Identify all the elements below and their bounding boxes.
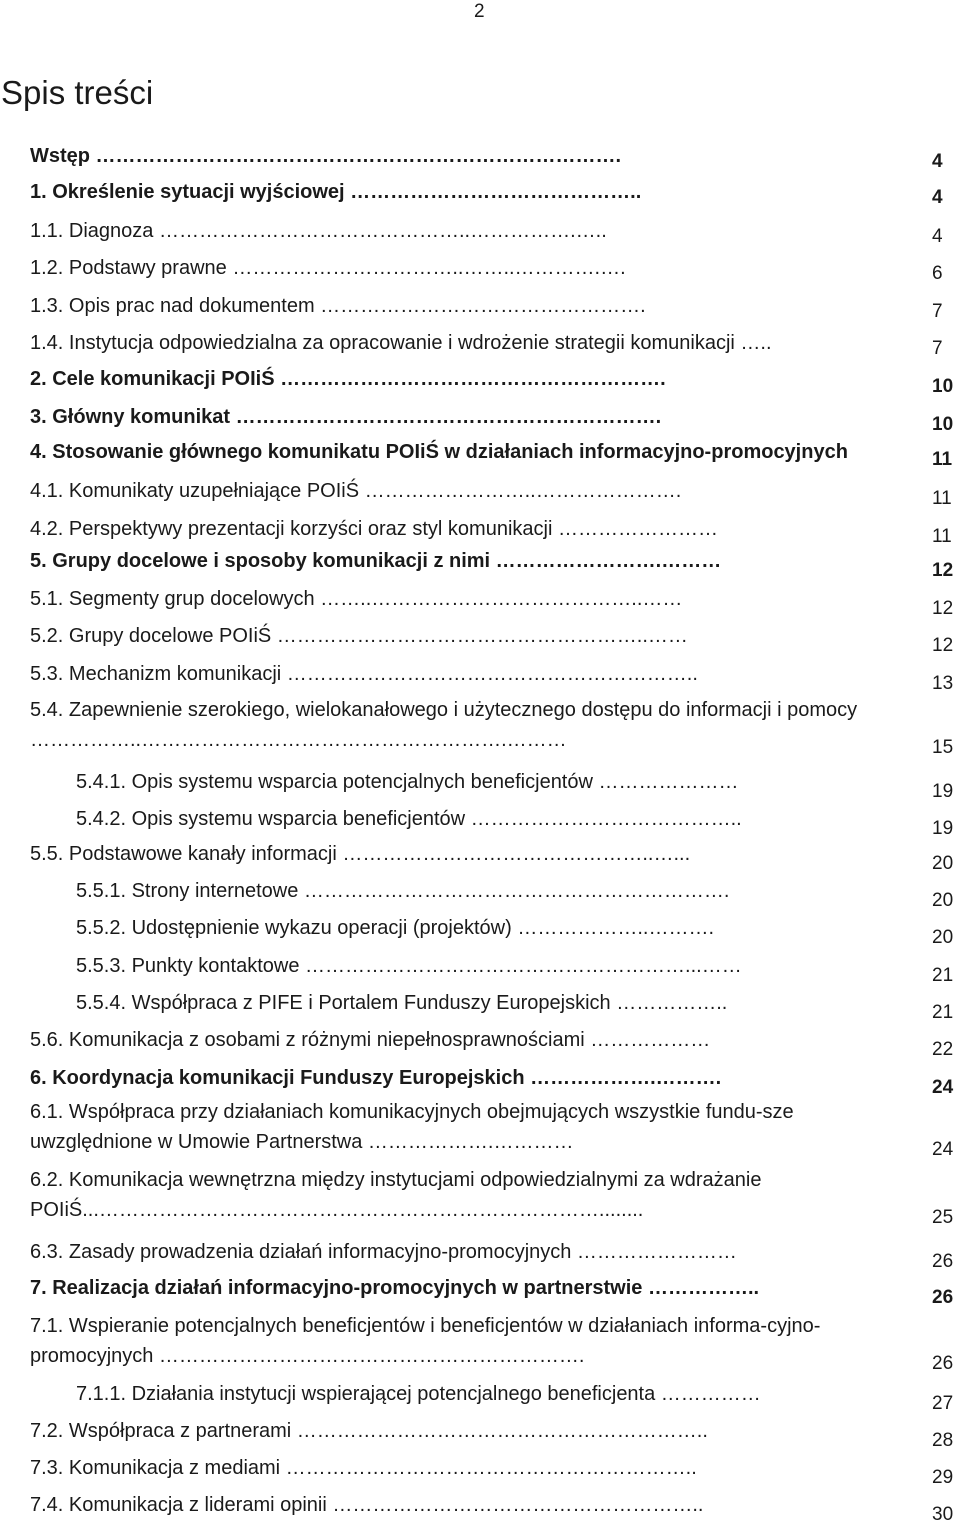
toc-entry-title: 5.2. Grupy docelowe POIiŚ ………………………………………………..…… bbox=[30, 625, 688, 647]
toc-entry-title: 4. Stosowanie głównego komunikatu POIiŚ w działaniach informacyjno-promocyjnych bbox=[30, 441, 848, 463]
toc-entry-page: 19 bbox=[932, 781, 954, 802]
toc-entry-page: 4 bbox=[932, 187, 943, 208]
toc-entry-page: 10 bbox=[932, 376, 954, 397]
toc-entry-page: 12 bbox=[932, 560, 954, 581]
toc-entry-title: 5.6. Komunikacja z osobami z różnymi niepełnosprawnościami ……………… bbox=[30, 1029, 711, 1051]
toc-entry-page: 25 bbox=[932, 1207, 954, 1228]
toc-entry-title: 5.4. Zapewnienie szerokiego, wielokanałowego i użytecznego dostępu do informacji i pomocy ……………..……………………………………………….……… bbox=[30, 699, 858, 751]
toc-entry-title: 6.3. Zasady prowadzenia działań informacyjno-promocyjnych …………………… bbox=[30, 1241, 737, 1263]
toc-entry-page: 11 bbox=[932, 449, 953, 470]
toc-entry-page: 4 bbox=[932, 226, 943, 247]
toc-entry-title: 4.1. Komunikaty uzupełniające POIiŚ ……………………..…………………. bbox=[30, 480, 682, 502]
toc-entry-title: 2. Cele komunikacji POIiŚ …………………………………………………. bbox=[30, 368, 666, 390]
toc-entry-title: 7.2. Współpraca z partnerami …………………………………………………….. bbox=[30, 1420, 708, 1442]
toc-entry-title: 6.1. Współpraca przy działaniach komunikacyjnych obejmujących wszystkie fundu-sze uwzględnione w Umowie Partnerstwa ……………….………… bbox=[30, 1101, 794, 1153]
toc-entry-page: 26 bbox=[932, 1287, 954, 1308]
toc-entry-title: 5.1. Segmenty grup docelowych ……..…………………………………..…… bbox=[30, 588, 683, 610]
toc-entry-title: 5.5.1. Strony internetowe ………………………………………………………. bbox=[76, 880, 730, 902]
toc-entry-title: 1.3. Opis prac nad dokumentem …………………………………………. bbox=[30, 295, 646, 317]
toc-entry-title: Wstęp ……………………………………………………………………. bbox=[30, 145, 622, 167]
toc-entry-title: 5.4.1. Opis systemu wsparcia potencjalnych beneficjentów ………………… bbox=[76, 771, 739, 793]
toc-entry-title: 6.2. Komunikacja wewnętrzna między instytucjami odpowiedzialnymi za wdrażanie POIiŚ...…………………………………………………………………........ bbox=[30, 1169, 762, 1221]
toc-entry-title: 5.5.4. Współpraca z PIFE i Portalem Funduszy Europejskich …………….. bbox=[76, 992, 728, 1014]
toc-entry-page: 24 bbox=[932, 1077, 954, 1098]
toc-entry-title: 7.1.1. Działania instytucji wspierającej potencjalnego beneficjenta …………… bbox=[76, 1383, 761, 1405]
toc-entry-page: 21 bbox=[932, 965, 954, 986]
toc-entry-title: 5.5. Podstawowe kanały informacji ………………………………………..…... bbox=[30, 843, 691, 865]
toc-entry-page: 20 bbox=[932, 853, 954, 874]
toc-entry-page: 12 bbox=[932, 598, 954, 619]
toc-entry-title: 5.5.3. Punkty kontaktowe …………………………………………………...…… bbox=[76, 955, 742, 977]
toc-entry-title: 5.5.2. Udostępnienie wykazu operacji (projektów) ………………..………. bbox=[76, 917, 715, 939]
toc-entry-title: 6. Koordynacja komunikacji Funduszy Europejskich ……………….………. bbox=[30, 1067, 722, 1089]
toc-entry-page: 20 bbox=[932, 927, 954, 948]
toc-entry-page: 20 bbox=[932, 890, 954, 911]
toc-entry-page: 4 bbox=[932, 151, 943, 172]
toc-entry-page: 27 bbox=[932, 1393, 954, 1414]
toc-entry-page: 28 bbox=[932, 1430, 954, 1451]
toc-entry-title: 3. Główny komunikat ………………………………………………………. bbox=[30, 406, 662, 428]
toc-entry-title: 7. Realizacja działań informacyjno-promocyjnych w partnerstwie …………….. bbox=[30, 1277, 760, 1299]
toc-entry-title: 4.2. Perspektywy prezentacji korzyści oraz styl komunikacji …………………… bbox=[30, 518, 718, 540]
toc-entry-title: 1. Określenie sytuacji wyjściowej …………………………………….. bbox=[30, 181, 642, 203]
toc-entry-page: 7 bbox=[932, 338, 943, 359]
toc-entry-page: 30 bbox=[932, 1504, 954, 1525]
toc-entry-page: 13 bbox=[932, 673, 954, 694]
toc-entry-title: 5.3. Mechanizm komunikacji …………………………………………………….. bbox=[30, 663, 698, 685]
toc-entry-page: 12 bbox=[932, 635, 954, 656]
toc-entry-page: 10 bbox=[932, 414, 954, 435]
toc-entry-title: 7.4. Komunikacja z liderami opinii ……………………………………………….. bbox=[30, 1494, 704, 1516]
page-title: Spis treści bbox=[1, 74, 154, 111]
toc-entry-page: 29 bbox=[932, 1467, 954, 1488]
toc-entry-page: 26 bbox=[932, 1251, 954, 1272]
toc-entry-page: 19 bbox=[932, 818, 954, 839]
toc-entry-page: 24 bbox=[932, 1139, 954, 1160]
toc-entry-page: 7 bbox=[932, 301, 943, 322]
toc-entry-page: 11 bbox=[932, 526, 952, 547]
toc-entry-page: 11 bbox=[932, 488, 952, 509]
toc-entry-title: 5.4.2. Opis systemu wsparcia beneficjentów ………………………………….. bbox=[76, 808, 742, 830]
toc-entry-title: 1.4. Instytucja odpowiedzialna za opracowanie i wdrożenie strategii komunikacji ….. bbox=[30, 332, 772, 354]
toc-entry-title: 7.1. Wspieranie potencjalnych beneficjentów i beneficjentów w działaniach informa-cyjno-promocyjnych ………………………………………………………. bbox=[30, 1315, 821, 1367]
page-number: 2 bbox=[474, 1, 485, 22]
toc-entry-page: 26 bbox=[932, 1353, 954, 1374]
toc-entry-title: 1.1. Diagnoza ………………………………………..…………….….. bbox=[30, 220, 607, 242]
toc-entry-page: 21 bbox=[932, 1002, 954, 1023]
toc-entry-title: 5. Grupy docelowe i sposoby komunikacji z nimi …………………….……… bbox=[30, 550, 722, 572]
toc-entry-title: 7.3. Komunikacja z mediami …………………………………………………….. bbox=[30, 1457, 697, 1479]
toc-entry-page: 6 bbox=[932, 263, 943, 284]
toc-entry-title: 1.2. Podstawy prawne ……………………………..……..………….…. bbox=[30, 257, 626, 279]
toc-entry-page: 15 bbox=[932, 737, 954, 758]
toc-entry-page: 22 bbox=[932, 1039, 954, 1060]
